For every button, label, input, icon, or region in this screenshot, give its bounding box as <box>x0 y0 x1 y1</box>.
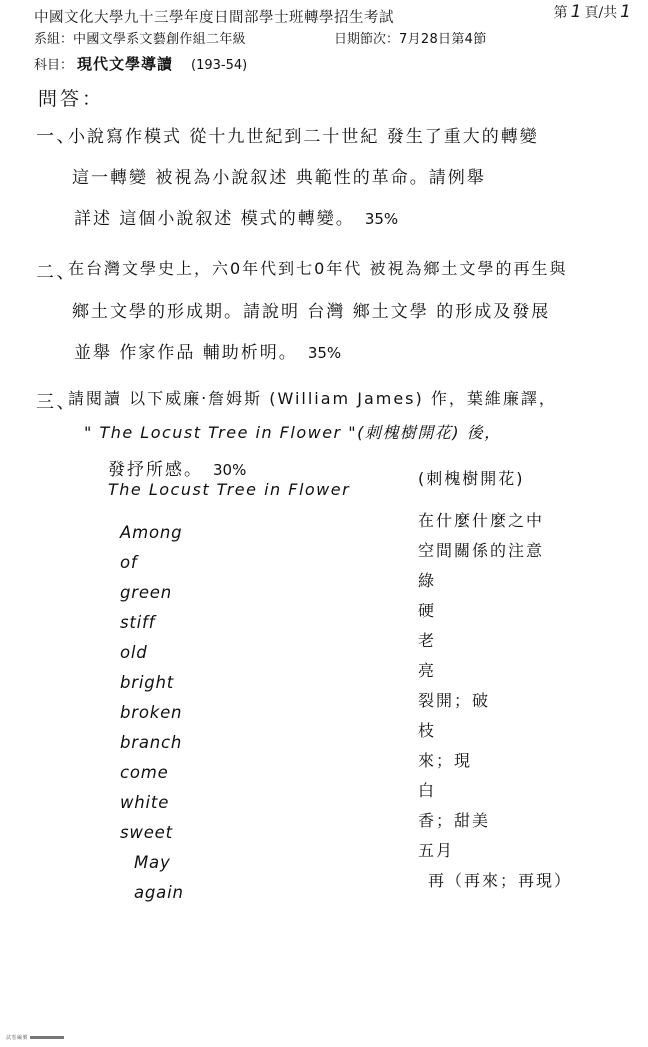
question-2-number: 二、 <box>36 262 77 283</box>
poem-note: 空間關係的注意 <box>418 541 545 560</box>
poem-line: stiff <box>120 613 156 632</box>
subject-code: (193-54) <box>191 58 248 73</box>
poem-line: again <box>134 883 184 902</box>
date-value: 7月28日第4節 <box>399 32 487 47</box>
poem-note: 枝 <box>418 721 437 740</box>
question-1-line-2: 這一轉變 被視為小說叙述 典範性的革命。請例舉 <box>72 168 486 188</box>
question-1-line-3 <box>74 204 398 229</box>
poem-line: old <box>120 643 148 662</box>
subject-row <box>34 53 247 74</box>
dept-row <box>34 28 487 47</box>
poem-note: 白 <box>418 781 437 800</box>
question-3-score: 30% <box>213 461 247 479</box>
question-3-line-3-text: 發抒所感。 <box>108 460 203 480</box>
exam-header-title: 中國文化大學九十三學年度日間部學士班轉學招生考試 <box>34 10 394 26</box>
poem-line: white <box>120 793 170 812</box>
date-row <box>334 28 487 47</box>
poem-note: 老 <box>418 631 437 650</box>
date-label: 日期節次： <box>334 32 400 47</box>
page-number-area <box>554 2 634 22</box>
poem-line: May <box>134 853 171 872</box>
question-2-line-2: 鄉土文學的形成期。請說明 台灣 鄉土文學 的形成及發展 <box>72 302 551 322</box>
subject-label: 科目： <box>34 58 74 73</box>
poem-note: 硬 <box>418 601 437 620</box>
page-label: 第 <box>553 5 568 21</box>
poem-line: branch <box>120 733 183 752</box>
poem-note: 再（再來；再現） <box>428 871 573 890</box>
dept-value: 中國文學系文藝創作組二年級 <box>73 32 246 47</box>
poem-line: bright <box>120 673 175 692</box>
page-of-label: 頁/共 <box>584 5 618 21</box>
section-label: 問答： <box>38 88 105 110</box>
question-1-line-1: 小說寫作模式 從十九世紀到二十世紀 發生了重大的轉變 <box>68 127 539 147</box>
poem-line: of <box>120 553 138 572</box>
poem-note: 裂開；破 <box>418 691 491 710</box>
poem-line: broken <box>120 703 183 722</box>
poem-line: Among <box>120 523 183 542</box>
question-3-line-2: " The Locust Tree in Flower "(刺槐樹開花) 後， <box>84 423 502 442</box>
question-2-line-3 <box>74 338 341 363</box>
poem-note: 來；現 <box>418 751 473 770</box>
poem-lines <box>120 518 184 908</box>
poem-note: 五月 <box>418 841 455 860</box>
page-total-value: 1 <box>620 2 631 22</box>
question-3-line-3 <box>108 455 246 480</box>
question-2-score: 35% <box>307 344 342 362</box>
poem-notes <box>418 506 572 896</box>
poem-line: sweet <box>120 823 173 842</box>
dept-label: 系組： <box>34 32 74 47</box>
question-3-line-1: 請閱讀 以下威廉‧詹姆斯 (William James) 作，葉維廉譯， <box>68 389 557 408</box>
question-1-number: 一、 <box>36 126 77 147</box>
page-number-value: 1 <box>570 2 582 22</box>
question-2-line-1: 在台灣文學史上，六0年代到七0年代 被視為鄉土文學的再生與 <box>68 259 568 278</box>
question-3-number: 三、 <box>36 392 77 413</box>
poem-note: 香；甜美 <box>418 811 491 830</box>
question-2-line-3-text: 並舉 作家作品 輔助析明。 <box>74 343 298 363</box>
question-1-score: 35% <box>364 210 399 228</box>
poem-note: 綠 <box>418 571 437 590</box>
footer-mark-text: 試卷編號 <box>6 1035 29 1041</box>
poem-note: 在什麼什麼之中 <box>418 511 545 530</box>
question-1-line-3-text: 詳述 這個小說叙述 模式的轉變。 <box>74 209 355 229</box>
poem-line: come <box>120 763 169 782</box>
subject-value: 現代文學導讀 <box>77 55 174 73</box>
poem-note: 亮 <box>418 661 437 680</box>
poem-line: green <box>120 583 173 602</box>
poem-title-en: The Locust Tree in Flower <box>108 480 351 499</box>
footer-bar <box>30 1036 64 1039</box>
footer-mark <box>6 1034 64 1041</box>
poem-title-zh: (刺槐樹開花) <box>418 469 525 488</box>
